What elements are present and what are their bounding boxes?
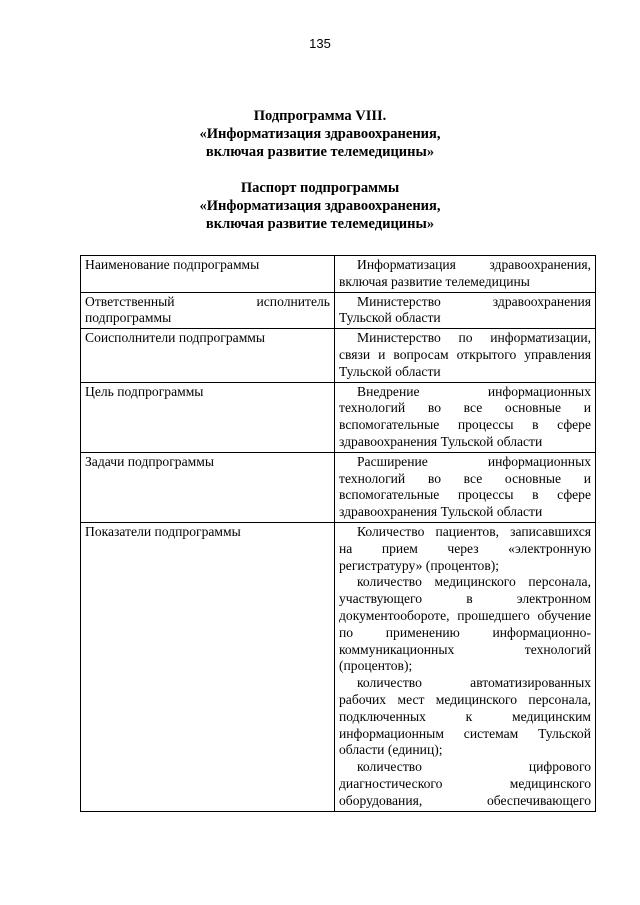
table-row — [81, 452, 596, 522]
value-paragraph: Министерство здравоохранения Тульской области — [339, 293, 591, 326]
table-row — [81, 256, 596, 293]
value-paragraph: Внедрение информационных технологий во все основные и вспомогательные процессы в сфере здравоохранения Тульской области — [339, 383, 591, 449]
row-value-goal — [335, 382, 596, 452]
page-number: 135 — [309, 36, 331, 51]
value-paragraph: количество медицинского персонала, участвующего в электронном документообороте, прошедшего обучение по применению информационно-коммуникационных технологий (процентов); — [339, 574, 591, 674]
passport-heading-line2: «Информатизация здравоохранения, — [199, 198, 441, 214]
value-paragraph: Количество пациентов, записавшихся на прием через «электронную регистратуру» (процентов); — [339, 523, 591, 573]
passport-table — [80, 255, 596, 812]
row-value-coexecutors — [335, 329, 596, 382]
subprogram-heading-line1: Подпрограмма VIII. — [253, 108, 387, 124]
row-value-tasks — [335, 452, 596, 522]
passport-heading — [0, 179, 640, 233]
row-value-indicators — [335, 522, 596, 811]
row-label-responsible — [81, 292, 335, 329]
value-paragraph: количество цифрового диагностического медицинского оборудования, обеспечивающего — [339, 759, 591, 808]
subprogram-heading-line3: включая развитие телемедицины» — [205, 144, 435, 160]
row-value-responsible — [335, 292, 596, 329]
row-label-goal: Цель подпрограммы — [81, 382, 335, 452]
row-label-coexecutors: Соисполнители подпрограммы — [81, 329, 335, 382]
table-row — [81, 329, 596, 382]
subprogram-heading-line2: «Информатизация здравоохранения, — [199, 126, 441, 142]
row-value-name — [335, 256, 596, 293]
subprogram-heading — [0, 107, 640, 161]
passport-heading-line1: Паспорт подпрограммы — [240, 180, 400, 196]
value-paragraph: Расширение информационных технологий во все основные и вспомогательные процессы в сфере здравоохранения Тульской области — [339, 453, 591, 520]
value-paragraph: Информатизация здравоохранения, включая развитие телемедицины — [339, 257, 591, 289]
row-label-indicators: Показатели подпрограммы — [81, 522, 335, 811]
table-row — [81, 382, 596, 452]
row-label-responsible-line1: Ответственный исполнитель — [85, 293, 330, 309]
value-paragraph: Министерство по информатизации, связи и вопросам открытого управления Тульской области — [339, 330, 591, 379]
passport-heading-line3: включая развитие телемедицины» — [205, 216, 435, 232]
row-label-name: Наименование подпрограммы — [81, 256, 335, 293]
table-row — [81, 292, 596, 329]
row-label-tasks: Задачи подпрограммы — [81, 452, 335, 522]
row-label-responsible-line2: подпрограммы — [85, 310, 172, 326]
value-paragraph: количество автоматизированных рабочих мест медицинского персонала, подключенных к медицинским информационным системам Тульской области (единиц); — [339, 675, 591, 758]
table-row — [81, 522, 596, 811]
